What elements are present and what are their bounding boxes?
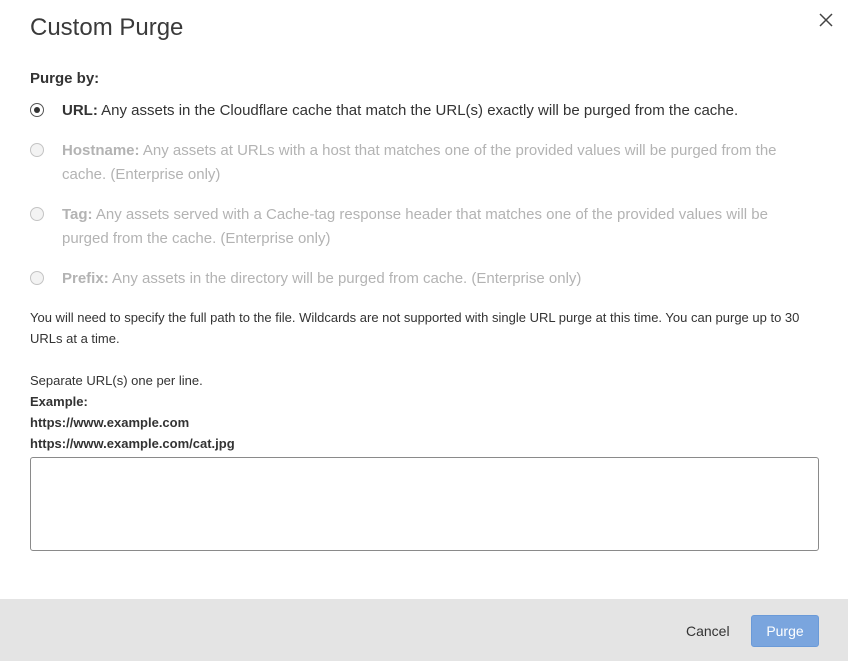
- modal-title: Custom Purge: [30, 14, 184, 41]
- purge-option-tag: [30, 203, 800, 251]
- close-icon[interactable]: [816, 10, 836, 30]
- option-desc-tag: Any assets served with a Cache-tag response header that matches one of the provided values will be purged from the cache. (Enterprise only): [62, 206, 768, 247]
- option-desc-prefix: Any assets in the directory will be purged from cache. (Enterprise only): [112, 270, 582, 287]
- modal-footer: [0, 599, 848, 661]
- radio-url[interactable]: [30, 103, 44, 117]
- radio-tag: [30, 207, 44, 221]
- option-name-hostname: Hostname:: [62, 142, 140, 159]
- purge-by-label: Purge by:: [30, 70, 100, 87]
- option-text-hostname: [62, 139, 800, 187]
- purge-option-url[interactable]: [30, 99, 800, 123]
- separator-note: Separate URL(s) one per line.: [30, 373, 203, 388]
- example-url: https://www.example.com/cat.jpg: [30, 436, 235, 451]
- option-name-tag: Tag:: [62, 206, 93, 223]
- option-text-url: [62, 99, 800, 123]
- radio-prefix: [30, 271, 44, 285]
- info-text: You will need to specify the full path to the file. Wildcards are not supported with single URL purge at this time. You can purge up to 30 URLs at a time.: [30, 310, 800, 346]
- cancel-button[interactable]: Cancel: [676, 615, 740, 647]
- purge-option-prefix: [30, 267, 800, 291]
- url-list-input[interactable]: [30, 457, 819, 551]
- example-label: Example:: [30, 394, 88, 409]
- option-desc-hostname: Any assets at URLs with a host that matches one of the provided values will be purged from the cache. (Enterprise only): [62, 142, 777, 183]
- purge-option-hostname: [30, 139, 800, 187]
- option-name-prefix: Prefix:: [62, 270, 109, 287]
- option-desc-url: Any assets in the Cloudflare cache that match the URL(s) exactly will be purged from the cache.: [101, 102, 739, 119]
- option-text-prefix: [62, 267, 800, 291]
- example-url: https://www.example.com: [30, 415, 190, 430]
- option-name-url: URL:: [62, 102, 98, 119]
- option-text-tag: [62, 203, 800, 251]
- example-block: [30, 391, 235, 454]
- radio-hostname: [30, 143, 44, 157]
- purge-button[interactable]: Purge: [751, 615, 819, 647]
